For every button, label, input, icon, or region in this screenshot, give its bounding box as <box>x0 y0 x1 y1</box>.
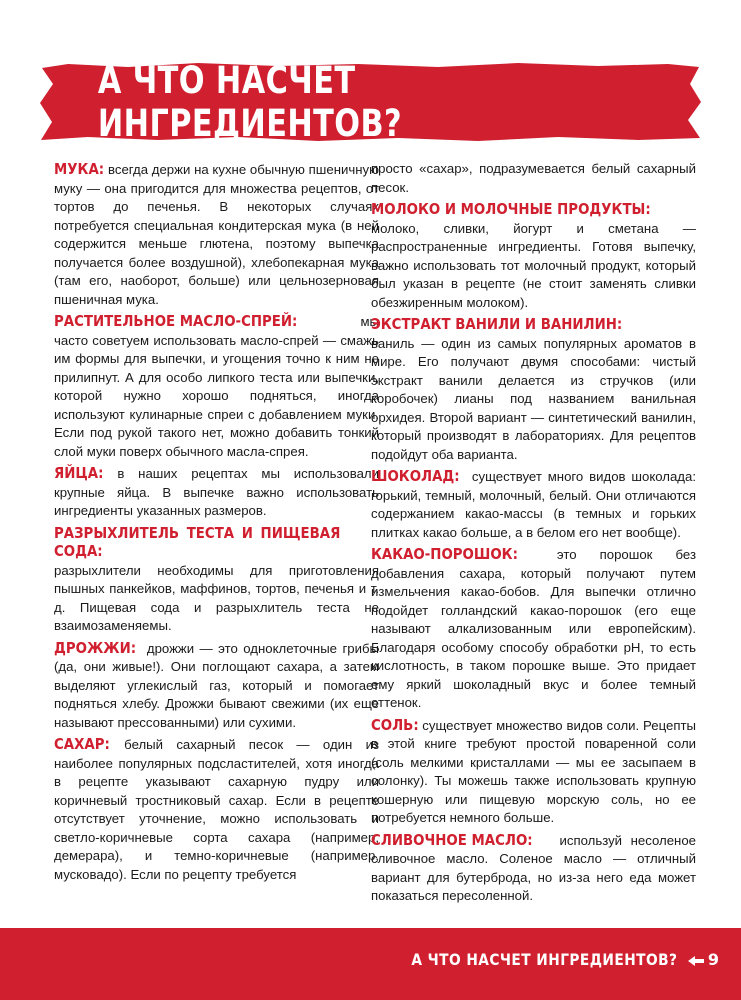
entry-term: РАЗРЫХЛИТЕЛЬ ТЕСТА И ПИЩЕВАЯ СОДА: <box>54 523 341 560</box>
entry-text: существует множество видов соли. Рецепты в этой книге требуют простой поваренной соли (соль мелкими кристаллами — мы ее засыпаем в солонку). Ты можешь также использовать крупную кошерную или пищевую морскую соль, но ее потребуется немного больше. <box>371 717 696 825</box>
entry-text: дрожжи — это одноклеточные грибы (да, они живые!). Они поглощают сахара, а затем выделяют углекислый газ, который и помогает подняться хлебу. Дрожжи бывают свежими (их еще называют прессованными) или сухими. <box>54 640 379 730</box>
entry-text: в наших рецептах мы использовали крупные яйца. В выпечке важно использовать ингредиенты указанных размеров. <box>54 466 379 518</box>
entry-text: существует много видов шоколада: горький, темный, молочный, белый. Они отличаются содержанием какао-массы (в темных и горьких плитках какао больше, а в белом его нет вообще). <box>371 469 696 540</box>
entry-eggs <box>54 464 379 521</box>
entry-text: ваниль — один из самых популярных ароматов в мире. Его получают двумя способами: чистый экстракт ванили делается из стручков (или коробочек) лианы под названием ванильная орхидея. Второй вариант — синтетический ванилин, который производят в лабораториях. Для рецептов подойдут оба варианта. <box>371 335 696 462</box>
entry-term: ЭКСТРАКТ ВАНИЛИ И ВАНИЛИН: <box>371 315 623 333</box>
entry-flour <box>54 160 379 309</box>
entry-oil-spray <box>54 312 379 461</box>
entry-term: КАКАО-ПОРОШОК: <box>371 545 518 563</box>
entry-chocolate <box>371 467 696 542</box>
entry-text: разрыхлители необходимы для приготовления пышных панкейков, маффинов, тортов, печенья и т. д. Пищевая сода и разрыхлитель теста не взаимозаменяемы. <box>54 562 379 633</box>
entry-salt <box>371 716 696 828</box>
entry-term: СОЛЬ: <box>371 715 419 734</box>
entry-text: используй несоленое сливочное масло. Соленое масло — отличный вариант для бутерброда, но из-за него еда может показаться пересоленной. <box>371 832 696 903</box>
entry-vanilla <box>371 315 696 464</box>
page-title: А ЧТО НАСЧЕТ ИНГРЕДИЕНТОВ? <box>97 59 403 145</box>
entry-baking-powder <box>54 524 379 636</box>
page-number: 9 <box>707 950 719 969</box>
entry-term: МОЛОКО И МОЛОЧНЫЕ ПРОДУКТЫ: <box>371 200 651 218</box>
arrow-left-icon <box>687 954 705 968</box>
entry-text: белый сахарный песок — один из наиболее популярных подсластителей, хотя иногда в рецепте указывают сахарную пудру или коричневый тростниковый сахар. Если в рецепте отсутствует уточнение, можно использовать и светло-коричневые сорта сахара (например, демерара), и темно-коричневые (например, мусковадо). Если по рецепту требуется <box>54 737 379 882</box>
entry-text: просто «сахар», подразумевается белый сахарный песок. <box>371 161 696 195</box>
entry-term: ДРОЖЖИ: <box>54 638 137 657</box>
entry-cocoa <box>371 545 696 713</box>
page-footer <box>0 928 741 1000</box>
title-banner <box>38 59 703 145</box>
entry-term: САХАР: <box>54 735 110 753</box>
entry-sugar-continued <box>371 160 696 197</box>
entry-term: СЛИВОЧНОЕ МАСЛО: <box>371 830 533 849</box>
right-column <box>371 160 696 909</box>
entry-text: всегда держи на кухне обычную пшеничную муку — она пригодится для множества рецептов, от тортов до печенья. В некоторых случаях потребуется специальная кондитерская мука (в ней содержится меньше глютена, поэтому выпечка получается более воздушной), хлебопекарная мука (там его, наоборот, больше) или цельнозерновая пшеничная мука. <box>54 162 379 307</box>
entry-text: это порошок без добавления сахара, который получают путем измельчения какао-бобов. Для выпечки отлично подойдет голландский какао-порошок (его еще называют алкализованным или европейским). Благодаря особому способу обработки pH, то есть кислотность, в таком порошке выше. Это придает ему яркий шоколадный вкус и более темный оттенок. <box>371 547 696 710</box>
entry-yeast <box>54 639 379 733</box>
entry-sugar <box>54 735 379 884</box>
running-title: А ЧТО НАСЧЕТ ИНГРЕДИЕНТОВ? <box>410 950 677 969</box>
entry-butter <box>371 831 696 906</box>
entry-term: ШОКОЛАД: <box>371 467 460 485</box>
entry-text: мы часто советуем использовать масло-спрей — смажь им формы для выпечки, и угощения точно к ним не прилипнут. А для особо липкого теста или выпечки, которой нужно хорошо подняться, иногда используют кулинарные спреи с добавлением муки. Если под рукой такого нет, можно добавить тонкий слой муки поверх обычного масла-спрея. <box>54 314 379 459</box>
entry-term: РАСТИТЕЛЬНОЕ МАСЛО-СПРЕЙ: <box>54 312 298 330</box>
left-column <box>54 160 379 887</box>
entry-term: ЯЙЦА: <box>54 464 104 482</box>
entry-dairy <box>371 200 696 312</box>
entry-term: МУКА: <box>54 160 105 178</box>
entry-text: молоко, сливки, йогурт и сметана — распространенные ингредиенты. Готовя выпечку, важно использовать тот молочный продукт, который был указан в рецепте (не стоит заменять сливки обезжиренным молоком). <box>371 220 696 310</box>
